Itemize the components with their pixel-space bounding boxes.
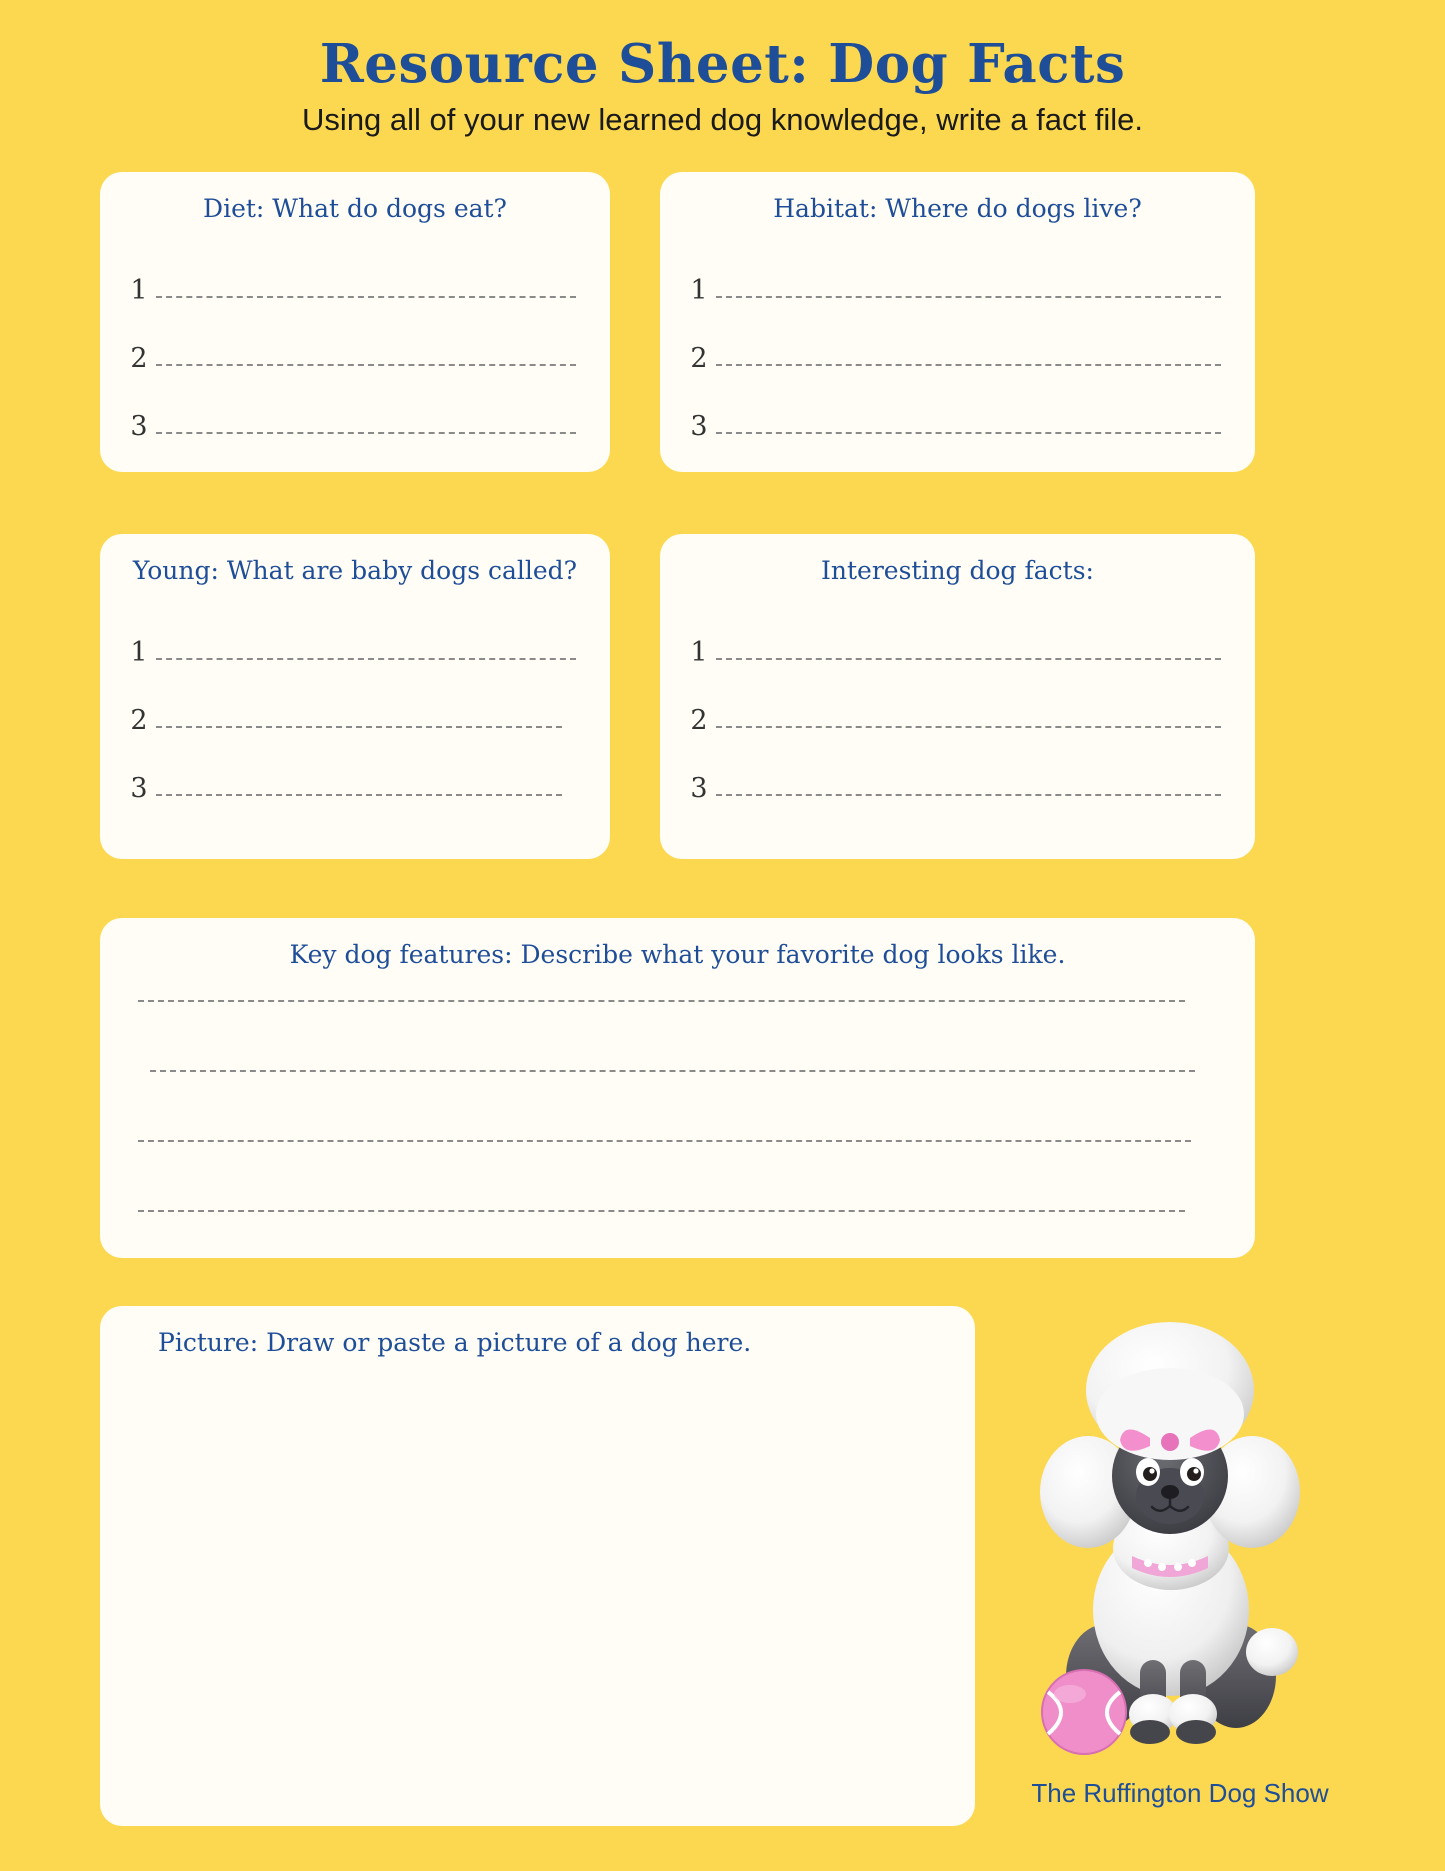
- page-title: Resource Sheet: Dog Facts: [319, 33, 1126, 95]
- answer-line[interactable]: [682, 668, 1221, 736]
- line-number: 3: [130, 411, 148, 442]
- answer-line[interactable]: [122, 668, 576, 736]
- line-number: 1: [690, 637, 708, 668]
- card-habitat: [660, 172, 1255, 472]
- line-number: 3: [690, 411, 708, 442]
- write-line[interactable]: [138, 1140, 1191, 1142]
- write-line[interactable]: [156, 658, 576, 660]
- poodle-dog-illustration: [1000, 1280, 1340, 1760]
- write-line[interactable]: [716, 364, 1221, 366]
- answer-line[interactable]: [682, 374, 1221, 442]
- write-line[interactable]: [156, 726, 562, 728]
- line-number: 1: [690, 275, 708, 306]
- write-line[interactable]: [716, 432, 1221, 434]
- answer-line[interactable]: [682, 600, 1221, 668]
- write-line[interactable]: [716, 296, 1221, 298]
- card-interesting-facts-title: Interesting dog facts:: [821, 556, 1094, 585]
- line-number: 3: [690, 773, 708, 804]
- line-number: 2: [690, 705, 708, 736]
- card-interesting-facts-lines: [660, 600, 1255, 804]
- card-young-title: Young: What are baby dogs called?: [132, 556, 578, 585]
- card-picture[interactable]: [100, 1306, 975, 1826]
- write-line[interactable]: [138, 1210, 1185, 1212]
- card-diet-lines: [100, 238, 610, 442]
- write-line[interactable]: [156, 794, 562, 796]
- write-line[interactable]: [150, 1070, 1195, 1072]
- card-habitat-title: Habitat: Where do dogs live?: [773, 194, 1142, 223]
- card-key-features-lines: [100, 970, 1255, 1212]
- write-line[interactable]: [156, 296, 576, 298]
- line-number: 1: [130, 275, 148, 306]
- write-line[interactable]: [716, 658, 1221, 660]
- card-young: [100, 534, 610, 859]
- card-key-features-title: Key dog features: Describe what your favorite dog looks like.: [289, 940, 1066, 969]
- answer-line[interactable]: [122, 306, 576, 374]
- card-young-lines: [100, 600, 610, 804]
- line-number: 1: [130, 637, 148, 668]
- line-number: 3: [130, 773, 148, 804]
- line-number: 2: [130, 343, 148, 374]
- card-interesting-facts: [660, 534, 1255, 859]
- answer-line[interactable]: [122, 238, 576, 306]
- write-line[interactable]: [138, 1000, 1185, 1002]
- card-diet: [100, 172, 610, 472]
- answer-line[interactable]: [682, 306, 1221, 374]
- card-key-features: [100, 918, 1255, 1258]
- write-line[interactable]: [156, 364, 576, 366]
- page-subtitle: Using all of your new learned dog knowledge, write a fact file.: [302, 101, 1143, 137]
- brand-label: The Ruffington Dog Show: [1031, 1778, 1329, 1808]
- answer-line[interactable]: [682, 736, 1221, 804]
- write-line[interactable]: [156, 432, 576, 434]
- answer-line[interactable]: [682, 238, 1221, 306]
- line-number: 2: [690, 343, 708, 374]
- line-number: 2: [130, 705, 148, 736]
- answer-line[interactable]: [122, 736, 576, 804]
- card-picture-title: Picture: Draw or paste a picture of a dog here.: [158, 1328, 752, 1357]
- card-habitat-lines: [660, 238, 1255, 442]
- write-line[interactable]: [716, 726, 1221, 728]
- answer-line[interactable]: [122, 374, 576, 442]
- write-line[interactable]: [716, 794, 1221, 796]
- card-diet-title: Diet: What do dogs eat?: [203, 194, 507, 223]
- answer-line[interactable]: [122, 600, 576, 668]
